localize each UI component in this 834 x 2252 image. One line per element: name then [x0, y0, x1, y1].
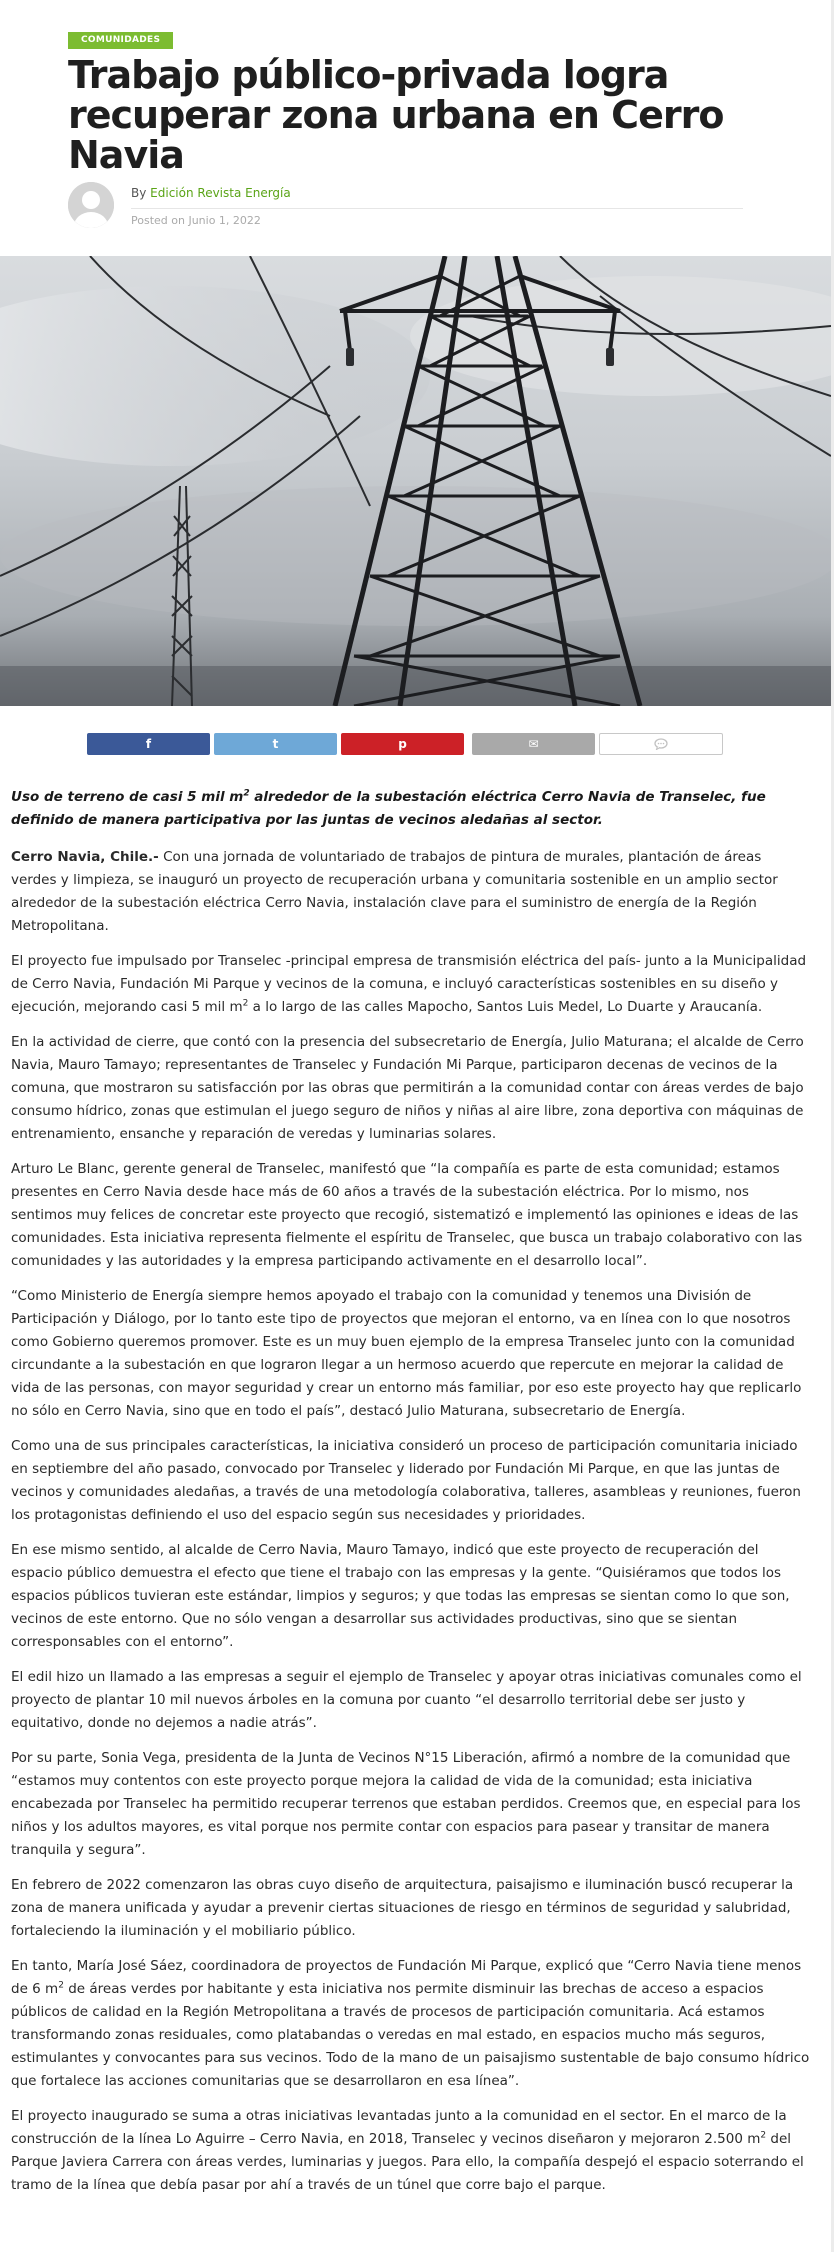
paragraph-4: Arturo Le Blanc, gerente general de Transelec, manifestó que “la compañía es parte de esta comunidad; estamos presentes en Cerro Navia desde hace más de 60 años a través de la subestación eléctrica. Por lo mismo, nos sentimos muy felices de concretar este proyecto que recogió, sistematizó e implementó las opiniones e ideas de las comunidades. Esta iniciativa representa fielmente el espíritu de Transelec, que busca un trabajo colaborativo con las comunidades y las autoridades y la empresa participando activamente en el desarrollo local”.: [11, 1161, 803, 1269]
posted-date: Posted on Junio 1, 2022: [131, 214, 261, 227]
power-tower-photo-icon: [0, 256, 831, 706]
paragraph-2-text-a: El proyecto fue impulsado por Transelec -principal empresa de transmisión eléctrica del país- junto a la Municipalidad de Cerro Navia, Fundación Mi Parque y vecinos de la comuna, e incluyó características sostenibles en su diseño y ejecución, mejorando casi 5 mil m: [11, 953, 807, 1015]
email-icon: ✉: [528, 737, 539, 751]
lead-superscript: 2: [243, 788, 250, 799]
share-twitter-button[interactable]: [214, 733, 337, 755]
share-facebook-button[interactable]: [87, 733, 210, 755]
article-body: [11, 786, 810, 2209]
lead-text-b: alrededor de la subestación eléctrica Cerro Navia de Transelec, fue definido de manera participativa por las juntas de vecinos aledañas al sector.: [11, 789, 766, 828]
hero-image: [0, 256, 831, 706]
dateline: Cerro Navia, Chile.-: [11, 849, 159, 865]
paragraph-8: El edil hizo un llamado a las empresas a seguir el ejemplo de Transelec y apoyar otras iniciativas comunales como el proyecto de plantar 10 mil nuevos árboles en la comuna por cuanto “el desarrollo territorial debe ser justo y equitativo, donde no dejemos a nadie atrás”.: [11, 1669, 802, 1731]
paragraph-12: [11, 2105, 810, 2197]
paragraph-12-superscript: 2: [760, 2130, 767, 2141]
share-email-button[interactable]: [472, 733, 595, 755]
paragraph-7: En ese mismo sentido, al alcalde de Cerro Navia, Mauro Tamayo, indicó que este proyecto de recuperación del espacio público demuestra el efecto que tiene el trabajo con las empresas y la gente. “Quisiéramos que todos los espacios públicos tuvieran este estándar, limpios y seguros; y que todas las empresas se sientan como lo que son, vecinos de este entorno. Que no sólo vengan a desarrollar sus actividades productivas, sino que se sientan corresponsables con el entorno”.: [11, 1542, 790, 1650]
facebook-icon: f: [145, 737, 152, 751]
lead-paragraph: [11, 786, 810, 832]
paragraph-1: [11, 846, 810, 938]
byline-prefix: By: [131, 186, 147, 200]
meta-divider: [131, 208, 743, 209]
paragraph-2-superscript: 2: [242, 998, 249, 1009]
paragraph-2-text-b: a lo largo de las calles Mapocho, Santos Luis Medel, Lo Duarte y Araucanía.: [248, 999, 763, 1015]
share-pinterest-button[interactable]: [341, 733, 464, 755]
author-meta: [68, 182, 743, 232]
article-title: Trabajo público-privada logra recuperar zona urbana en Cerro Navia: [68, 53, 724, 177]
paragraph-1-text: Con una jornada de voluntariado de trabajos de pintura de murales, plantación de áreas verdes y limpieza, se inauguró un proyecto de recuperación urbana y comunitaria sostenible en un amplio sector alrededor de la subestación eléctrica Cerro Navia, instalación clave para el suministro de energía de la Región Metropolitana.: [11, 849, 778, 934]
byline: [131, 186, 291, 200]
paragraph-2: [11, 950, 810, 1019]
paragraph-10: En febrero de 2022 comenzaron las obras cuyo diseño de arquitectura, paisajismo e iluminación buscó recuperar la zona de manera unificada y ayudar a prevenir ciertas situaciones de riesgo en términos de seguridad y salubridad, fortaleciendo la iluminación y el mobiliario público.: [11, 1877, 794, 1939]
pinterest-icon: p: [398, 737, 407, 751]
lead-text-a: Uso de terreno de casi 5 mil m: [11, 789, 244, 805]
paragraph-5: “Como Ministerio de Energía siempre hemos apoyado el trabajo con la comunidad y tenemos una División de Participación y Diálogo, por lo tanto este tipo de proyectos que mejoran el entorno, va en línea con lo que nosotros como Gobierno queremos promover. Este es un muy buen ejemplo de la empresa Transelec junto con la comunidad circundante a la subestación en que lograron llegar a un hermoso acuerdo que repercute en mejorar la calidad de vida de las personas, con mayor seguridad y crear un entorno más familiar, por eso este proyecto hay que replicarlo no sólo en Cerro Navia, sino que en todo el país”, destacó Julio Maturana, subsecretario de Energía.: [11, 1288, 802, 1419]
avatar-placeholder-icon: [68, 182, 114, 228]
twitter-icon: t: [272, 737, 279, 751]
author-avatar[interactable]: [68, 182, 114, 228]
paragraph-11: [11, 1955, 810, 2093]
paragraph-9: Por su parte, Sonia Vega, presidenta de la Junta de Vecinos N°15 Liberación, afirmó a nombre de la comunidad que “estamos muy contentos con este proyecto porque mejora la calidad de vida de la comunidad; esta iniciativa encabezada por Transelec ha permitido recuperar terrenos que estaban perdidos. Creemos que, en especial para los niños y los adultos mayores, es vital porque nos permite contar con espacios para pasear y transitar de manera tranquila y segura”.: [11, 1750, 801, 1858]
paragraph-6: Como una de sus principales características, la iniciativa consideró un proceso de participación comunitaria iniciado en septiembre del año pasado, convocado por Transelec y liderado por Fundación Mi Parque, en que las juntas de vecinos y comunidades aledañas, a través de una metodología colaborativa, talleres, asambleas y reuniones, fueron los protagonistas definiendo el uso del espacio según sus necesidades y prioridades.: [11, 1438, 801, 1523]
paragraph-3: En la actividad de cierre, que contó con la presencia del subsecretario de Energía, Julio Maturana; el alcalde de Cerro Navia, Mauro Tamayo; representantes de Transelec y Fundación Mi Parque, participaron decenas de vecinos de la comuna, que mostraron su satisfacción por las obras que permitirán a la comunidad contar con áreas verdes de bajo consumo hídrico, zonas que estimulan el juego seguro de niños y niñas al aire libre, zona deportiva con máquinas de entrenamiento, ensanche y reparación de veredas y luminarias solares.: [11, 1034, 804, 1142]
paragraph-12-text-a: El proyecto inaugurado se suma a otras iniciativas levantadas junto a la comunidad en el sector. En el marco de la construcción de la línea Lo Aguirre – Cerro Navia, en 2018, Transelec y vecinos diseñaron y mejoraron 2.500 m: [11, 2108, 787, 2147]
article-header: [68, 27, 768, 175]
comments-button[interactable]: [599, 733, 723, 755]
author-link[interactable]: Edición Revista Energía: [150, 186, 291, 200]
paragraph-11-superscript: 2: [58, 1980, 64, 1991]
paragraph-11-text-b: de áreas verdes por habitante y esta iniciativa nos permite disminuir las brechas de acceso a espacios públicos de calidad en la Región Metropolitana a través de procesos de participación comunitaria. Acá estamos transformando zonas residuales, como platabandas o veredas en mal estado, en espacios mucho más seguros, estimulantes y convocantes para sus vecinos. Todo de la mano de un paisajismo sustentable de bajo consumo hídrico que fortalece las acciones comunitarias que se desarrollaron en esa línea”.: [11, 1981, 810, 2089]
category-badge[interactable]: COMUNIDADES: [68, 32, 173, 49]
paragraph-11-text-a: En tanto, María José Sáez, coordinadora de proyectos de Fundación Mi Parque, explicó que “Cerro Navia tiene menos de 6 m: [11, 1958, 802, 1997]
comment-icon: [654, 738, 668, 750]
paragraph-12-text-b: del Parque Javiera Carrera con áreas verdes, luminarias y juegos. Para ello, la compañía despejó el espacio soterrando el tramo de la línea que debía pasar por ahí a través de un túnel que corre bajo el parque.: [11, 2131, 804, 2193]
